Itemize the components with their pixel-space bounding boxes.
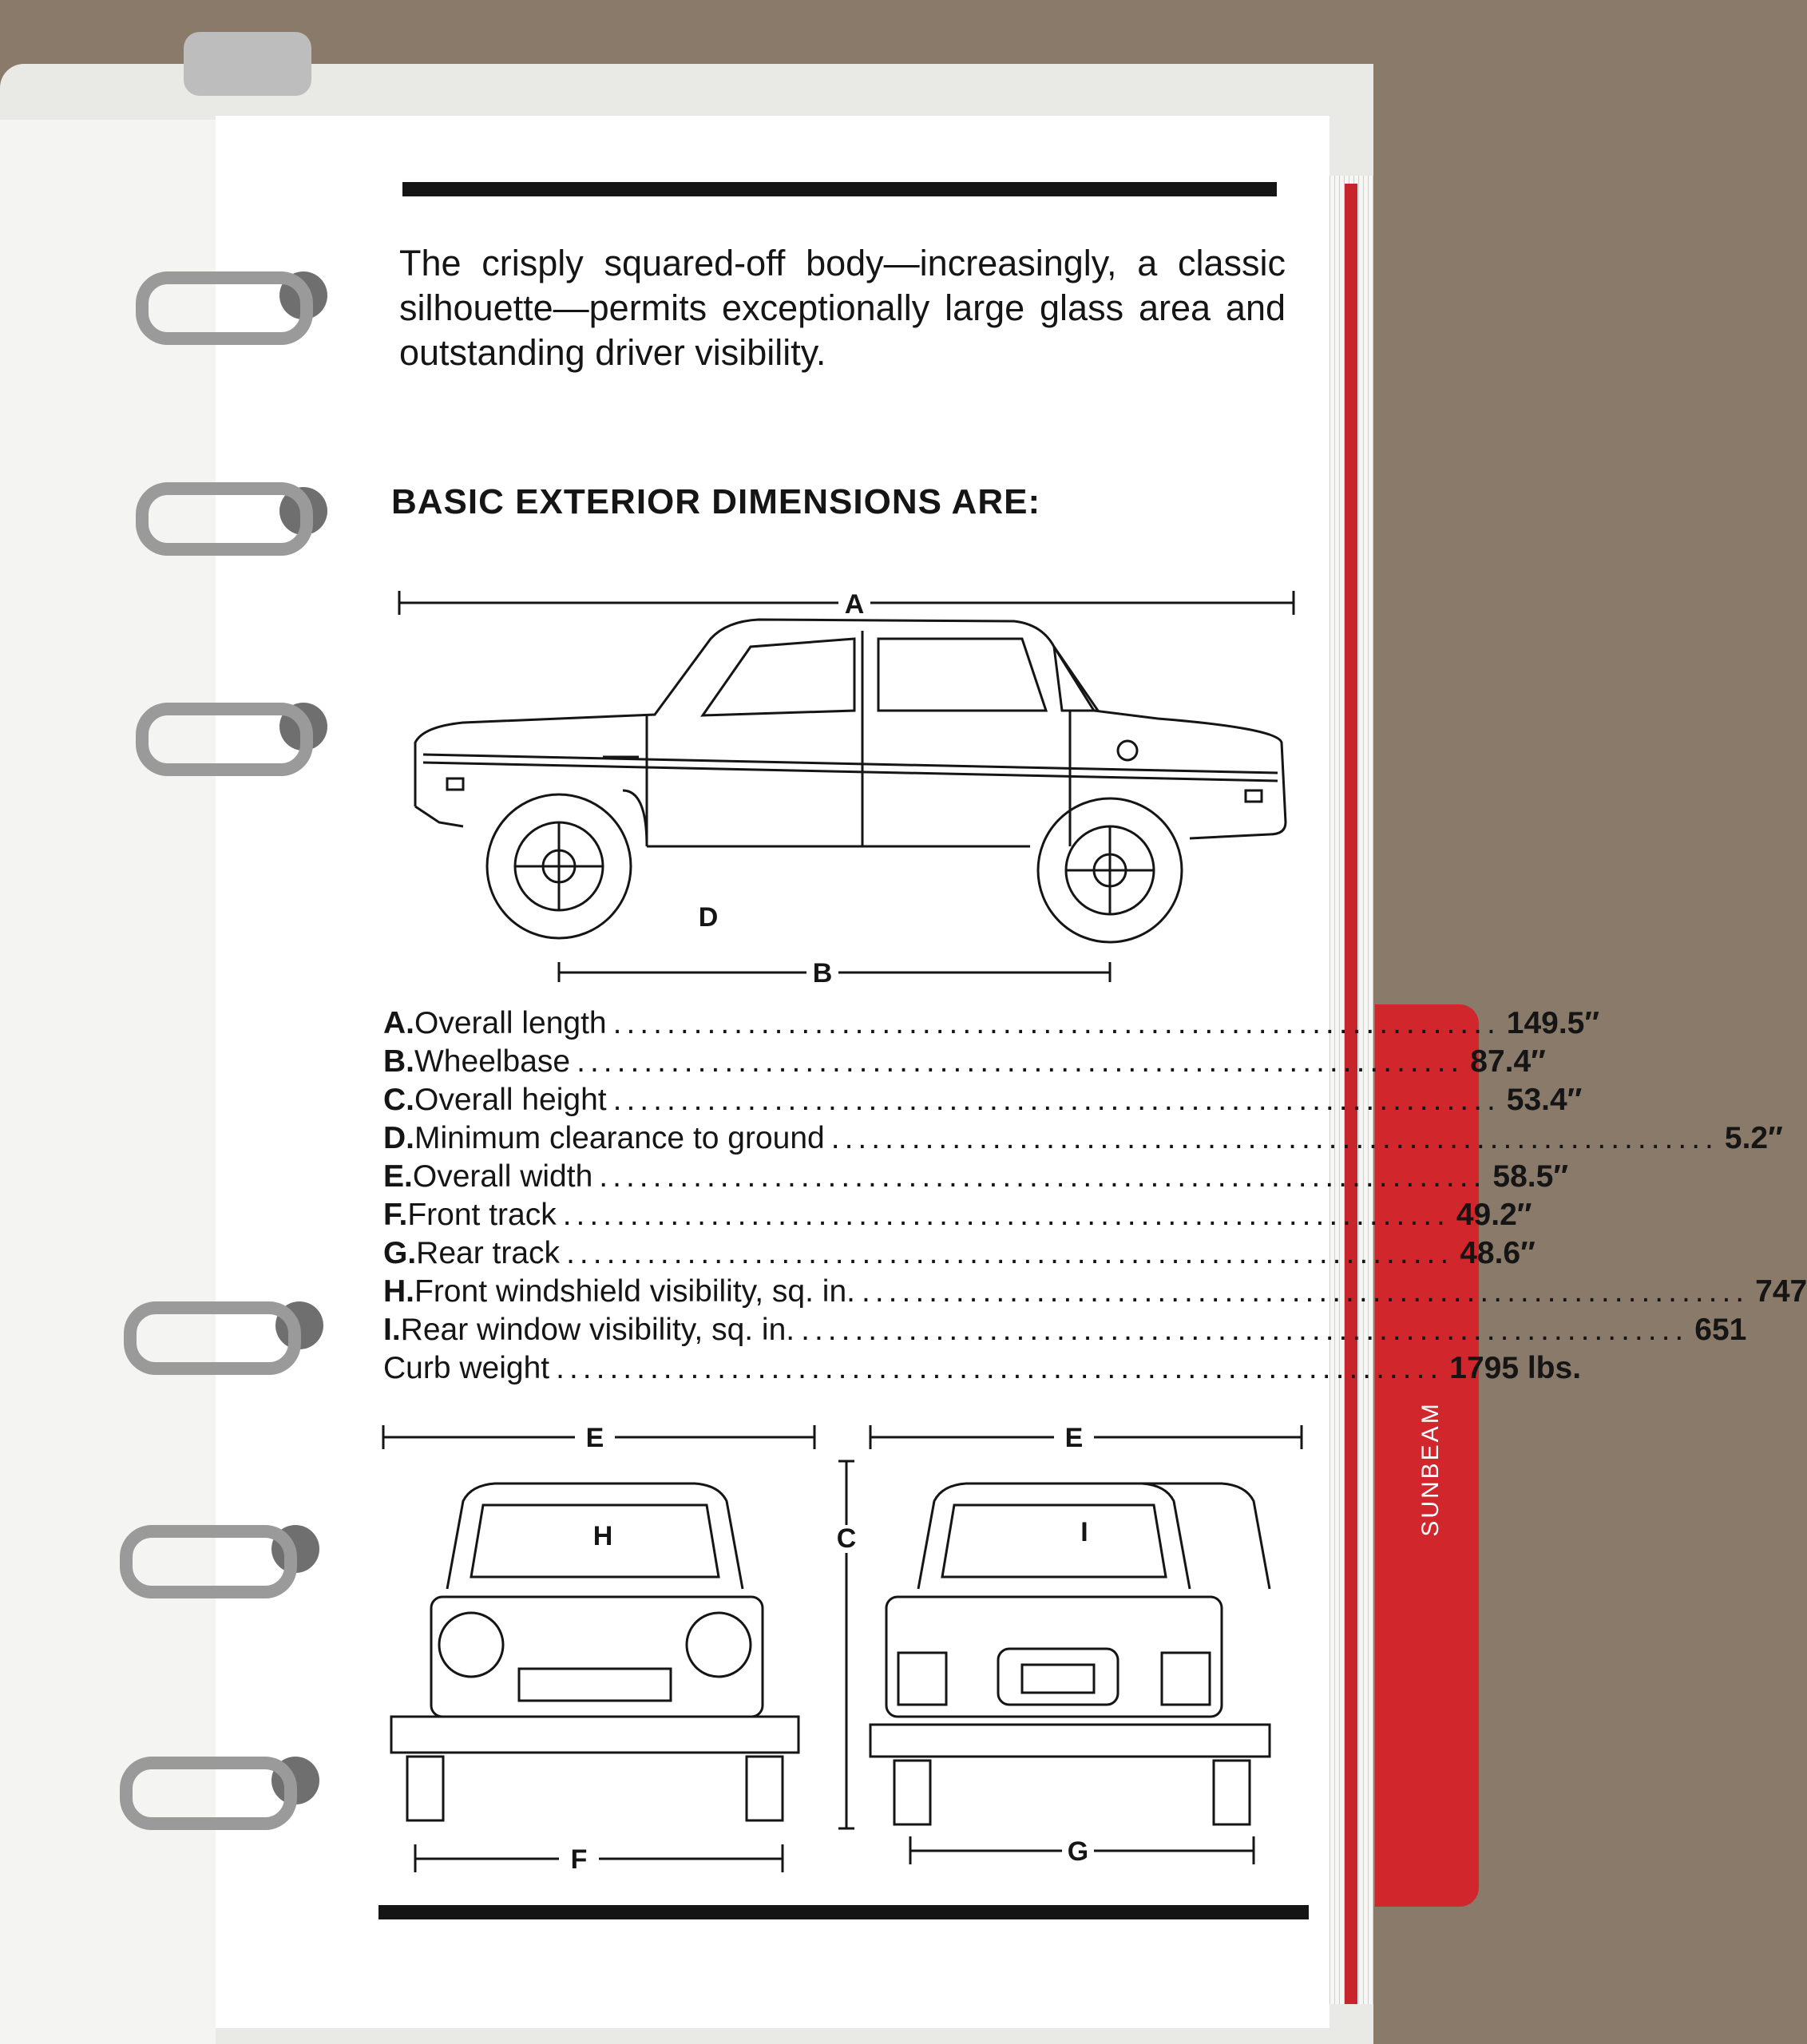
dot-leader: ..................................................................	[562, 1198, 1450, 1232]
dimension-row	[383, 1274, 1807, 1313]
dimension-row	[383, 1044, 1546, 1083]
binder-clip	[184, 32, 311, 96]
diagram-label-i: I	[1080, 1517, 1088, 1547]
section-tab-label: SUNBEAM	[1417, 1401, 1444, 1537]
dimension-value: 48.6″	[1460, 1236, 1536, 1270]
dimension-row	[383, 1006, 1600, 1044]
dimension-key: H.	[383, 1274, 414, 1309]
dimension-value: 5.2″	[1724, 1121, 1783, 1155]
dimension-value: 49.2″	[1456, 1198, 1532, 1232]
dot-leader: ..................................................................	[612, 1006, 1500, 1040]
dimension-value: 87.4″	[1470, 1044, 1546, 1079]
intro-paragraph: The crisply squared-off body—increasingly, a classic silhouette—permits exceptionally large glass area and outstanding driver visibility.	[399, 243, 1286, 373]
dimension-key: F.	[383, 1198, 408, 1232]
dimension-row	[383, 1351, 1582, 1389]
previous-page	[0, 120, 216, 2044]
dot-leader: ..................................................................	[612, 1083, 1500, 1117]
dimension-value: 747	[1755, 1274, 1807, 1309]
dimension-value: 1795 lbs.	[1449, 1351, 1582, 1385]
dimension-label: Front track	[407, 1198, 557, 1232]
dimension-key: B.	[383, 1044, 414, 1079]
top-rule	[402, 182, 1277, 196]
front-rear-view-diagram	[375, 1413, 1310, 1884]
binder-ring	[120, 1757, 297, 1830]
dimension-label: Front windshield visibility, sq. in.	[414, 1274, 855, 1309]
dimension-value: 149.5″	[1506, 1006, 1600, 1040]
diagram-label-e-front: E	[585, 1423, 604, 1453]
diagram-label-e-rear: E	[1064, 1423, 1084, 1453]
dimension-label: Overall height	[414, 1083, 607, 1117]
dot-leader: ..................................................................	[556, 1351, 1444, 1385]
dimension-key: I.	[383, 1313, 401, 1347]
dimension-label: Minimum clearance to ground	[414, 1121, 825, 1155]
dimension-row	[383, 1198, 1532, 1236]
dimension-label: Rear track	[416, 1236, 561, 1270]
dimension-row	[383, 1313, 1747, 1351]
dimension-key: D.	[383, 1121, 414, 1155]
binder-ring	[120, 1525, 297, 1598]
dimension-value: 58.5″	[1492, 1159, 1569, 1194]
dimension-key: G.	[383, 1236, 417, 1270]
dimension-key: E.	[383, 1159, 413, 1194]
diagram-label-c: C	[836, 1523, 857, 1554]
dimension-value: 651	[1694, 1313, 1747, 1347]
binder-ring	[124, 1301, 301, 1375]
dimension-row	[383, 1083, 1583, 1121]
bottom-rule	[378, 1905, 1309, 1919]
dot-leader: ..................................................................	[599, 1159, 1487, 1194]
section-heading: BASIC EXTERIOR DIMENSIONS ARE:	[391, 482, 1041, 521]
dot-leader: ..................................................................	[830, 1121, 1718, 1155]
dot-leader: ..................................................................	[566, 1236, 1454, 1270]
binder-ring	[136, 271, 313, 345]
dimension-row	[383, 1159, 1569, 1198]
dimension-row	[383, 1121, 1783, 1159]
dimension-label: Wheelbase	[414, 1044, 571, 1079]
diagram-label-a: A	[844, 589, 865, 620]
dimension-label: Rear window visibility, sq. in.	[400, 1313, 795, 1347]
dimension-key: A.	[383, 1006, 414, 1040]
binder-ring	[136, 703, 313, 776]
diagram-label-h: H	[592, 1521, 613, 1551]
dimension-value: 53.4″	[1506, 1083, 1583, 1117]
side-view-diagram	[391, 559, 1310, 1006]
dimension-label: Curb weight	[383, 1351, 550, 1385]
dot-leader: ..................................................................	[861, 1274, 1750, 1309]
dimension-label: Overall width	[412, 1159, 593, 1194]
dimensions-table	[383, 1006, 1807, 1389]
binder-ring	[136, 482, 313, 556]
dimension-label: Overall length	[414, 1006, 607, 1040]
diagram-label-b: B	[812, 958, 833, 988]
dot-leader: ..................................................................	[801, 1313, 1689, 1347]
dimension-key: C.	[383, 1083, 414, 1117]
dot-leader: ..................................................................	[577, 1044, 1464, 1079]
diagram-label-d: D	[698, 902, 719, 933]
diagram-label-g: G	[1067, 1836, 1089, 1867]
dimension-row	[383, 1236, 1536, 1274]
diagram-label-f: F	[570, 1844, 588, 1875]
